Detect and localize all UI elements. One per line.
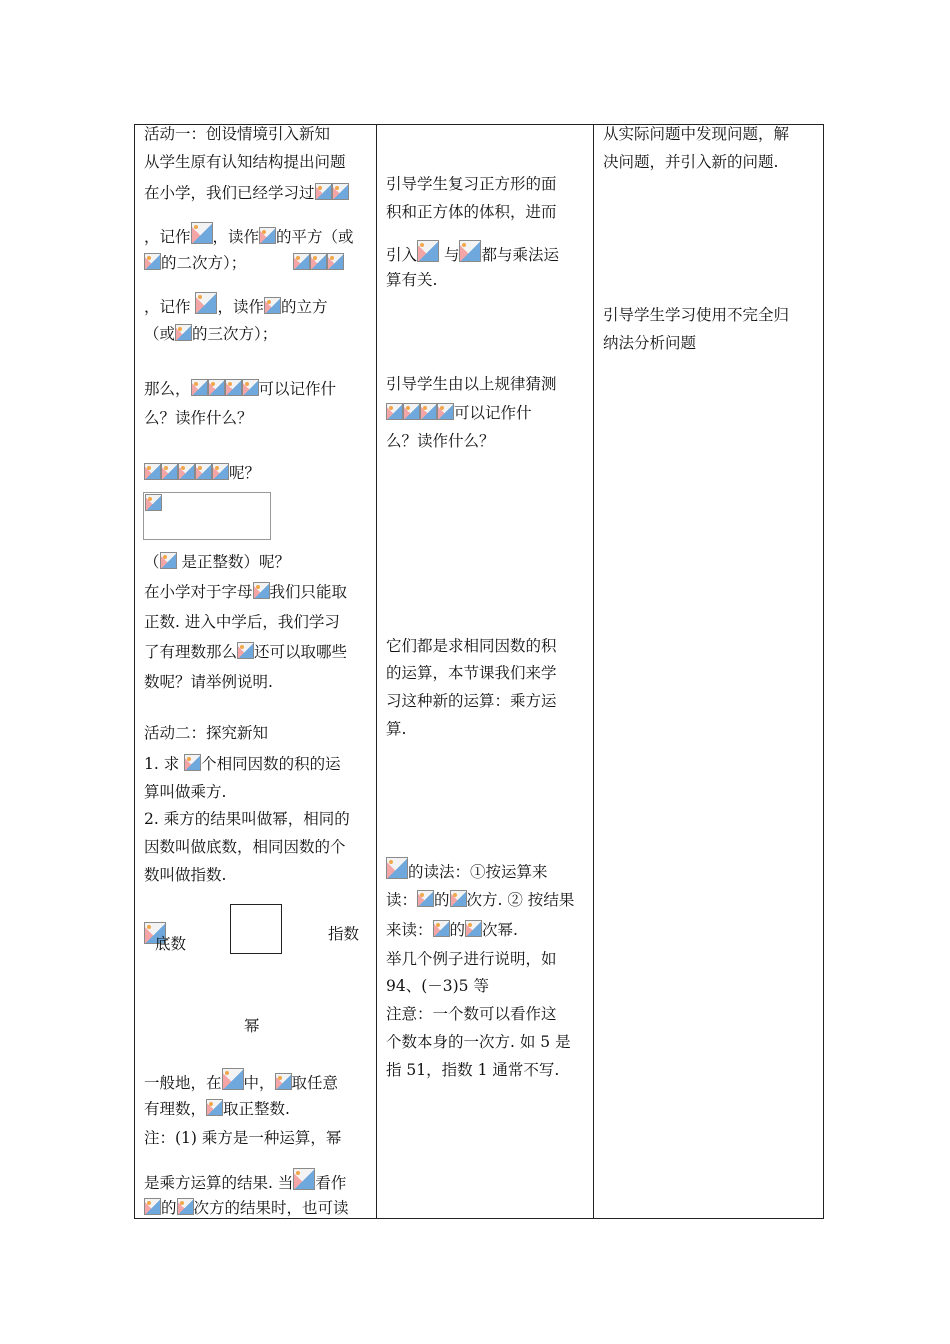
text-line: 可以记作什 (386, 403, 532, 423)
text-line: 的读法：①按运算来 (386, 857, 548, 882)
text-line: 它们都是求相同因数的积 (386, 637, 557, 655)
text-line: 那么， 可以记作什 (144, 380, 337, 398)
formula-image-icon (195, 463, 212, 480)
text-line: 在小学对于字母 我们只能取 (144, 583, 348, 601)
formula-image-icon (332, 183, 349, 200)
formula-image-icon (208, 379, 225, 396)
text-line: 算叫做乘方. (144, 783, 227, 801)
formula-image-icon (459, 240, 481, 262)
label-power: 幂 (244, 1017, 260, 1035)
formula-image-icon (222, 1068, 244, 1090)
text-line: 1. 求 个相同因数的积的运 (144, 755, 341, 773)
formula-image-icon (264, 297, 281, 314)
text-line: 的二次方）； (144, 253, 246, 273)
formula-image-icon (237, 642, 254, 659)
formula-image-icon (144, 463, 161, 480)
text-line: 么？读作什么？ (386, 432, 495, 450)
text-line: 的运算，本节课我们来学 (386, 664, 557, 682)
text-line: 注：(1) 乘方是一种运算，幂 (144, 1129, 342, 1147)
formula-image-icon (450, 890, 467, 907)
formula-image-icon (160, 552, 177, 569)
text-line: （或 的三次方）； (144, 325, 278, 343)
formula-image-icon (191, 222, 213, 244)
text-line: 一般地，在 中， 取任意 (144, 1068, 338, 1093)
column-divider-1 (376, 125, 377, 1218)
formula-image-icon (253, 582, 270, 599)
formula-image-icon (144, 1198, 161, 1215)
formula-image-icon (310, 253, 327, 270)
text-line: 了有理数那么 还可以取哪些 (144, 643, 348, 661)
text-line: 引导学生学习使用不完全归 (603, 306, 790, 324)
image-frame (143, 492, 271, 540)
text-line: 数叫做指数. (144, 866, 227, 884)
text-line: 数呢？请举例说明. (144, 673, 273, 691)
formula-image-icon (225, 379, 242, 396)
text-line: 积和正方体的体积，进而 (386, 203, 557, 221)
formula-image-icon (178, 463, 195, 480)
formula-image-icon (144, 253, 161, 270)
text-line: ，记作 ，读作 的立方 (144, 292, 327, 317)
formula-image-icon (315, 183, 332, 200)
text-line: 习这种新的运算：乘方运 (386, 692, 557, 710)
formula-image-icon (161, 463, 178, 480)
formula-image-icon (417, 890, 434, 907)
text-line: 引入 与 都与乘法运 (386, 240, 559, 265)
label-exponent: 指数 (328, 925, 360, 943)
formula-image-icon (275, 1073, 292, 1090)
text-line: 纳法分析问题 (603, 334, 697, 352)
text-line: 是乘方运算的结果. 当 看作 (144, 1168, 346, 1193)
formula-image-icon (145, 494, 162, 511)
formula-image-icon (184, 754, 201, 771)
formula-image-icon (212, 463, 229, 480)
formula-image-icon (191, 379, 208, 396)
text-line (293, 253, 344, 273)
text-line: 么？读作什么？ (144, 409, 253, 427)
formula-image-icon (433, 920, 450, 937)
formula-image-icon (417, 240, 439, 262)
formula-image-icon (293, 1168, 315, 1190)
text-line: 有理数， 取正整数. (144, 1100, 290, 1118)
text-line: 个数本身的一次方. 如 5 是 (386, 1033, 571, 1051)
text-line: 读： 的 次方. ② 按结果 (386, 891, 575, 909)
text-line: 指 51，指数 1 通常不写. (386, 1061, 560, 1079)
formula-image-icon (403, 403, 420, 420)
formula-image-icon (206, 1099, 223, 1116)
formula-image-icon (327, 253, 344, 270)
text-line: （ 是正整数）呢？ (144, 553, 290, 571)
formula-image-icon (175, 324, 192, 341)
text-line: 因数叫做底数，相同因数的个 (144, 838, 346, 856)
text-line: 引导学生由以上规律猜测 (386, 375, 557, 393)
text-line: 2. 乘方的结果叫做幂，相同的 (144, 810, 350, 828)
text-line: 来读： 的 次幂. (386, 921, 518, 939)
text-line: 正数. 进入中学后，我们学习 (144, 613, 340, 631)
label-base: 底数 (155, 935, 187, 953)
formula-image-icon (177, 1198, 194, 1215)
text-line: 决问题，并引入新的问题. (603, 153, 779, 171)
formula-image-icon (293, 253, 310, 270)
text-line: 注意：一个数可以看作这 (386, 1005, 557, 1023)
text-line: 算. (386, 720, 407, 738)
formula-image-icon (259, 227, 276, 244)
text-line: 的 次方的结果时，也可读 (144, 1198, 349, 1218)
text-line: 算有关. (386, 271, 438, 289)
text-line: 引导学生复习正方形的面 (386, 175, 557, 193)
formula-image-icon (437, 403, 454, 420)
formula-image-icon (242, 379, 259, 396)
section-heading: 活动二：探究新知 (144, 724, 269, 742)
formula-image-icon (386, 403, 403, 420)
text-line: 从实际问题中发现问题，解 (603, 125, 790, 143)
text-line: ，记作 ，读作 的平方（或 (144, 222, 354, 247)
diagram-box (230, 904, 282, 954)
text-line: 94、(－3)5 等 (386, 977, 489, 995)
text-line: 在小学，我们已经学习过 (144, 183, 349, 203)
text-line: 活动一：创设情境引入新知 (144, 125, 331, 143)
formula-image-icon (195, 292, 217, 314)
column-divider-2 (593, 125, 594, 1218)
formula-image-icon (420, 403, 437, 420)
text-line: 从学生原有认知结构提出问题 (144, 153, 346, 171)
text-line: 举几个例子进行说明，如 (386, 950, 557, 968)
formula-image-icon (386, 857, 408, 879)
text-line: 呢？ (144, 463, 260, 483)
formula-image-icon (465, 920, 482, 937)
